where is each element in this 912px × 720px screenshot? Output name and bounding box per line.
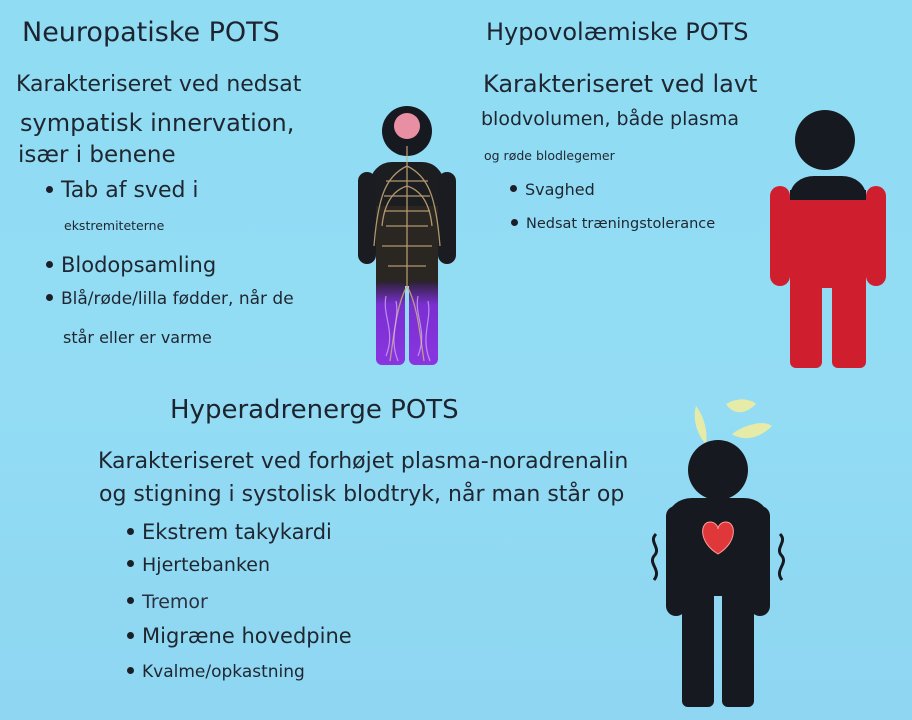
- hypovolemic-bullet-2: Nedsat træningstolerance: [511, 216, 715, 232]
- low-blood-volume-figure: [770, 108, 884, 370]
- neuropathic-desc-line-2: sympatisk innervation,: [20, 109, 295, 137]
- tremor-heart-figure: [648, 396, 794, 712]
- hyperadrenergic-heading: Hyperadrenerge POTS: [170, 395, 459, 425]
- hyperadrenergic-bullet-5: Kvalme/opkastning: [127, 662, 305, 682]
- neuropathic-bullet-3-cont: står eller er varme: [63, 328, 212, 347]
- bullet-dot: [510, 185, 517, 192]
- bullet-dot: [46, 294, 53, 301]
- hypovolemic-heading: Hypovolæmiske POTS: [486, 18, 749, 46]
- neuropathic-bullet-2: Blodopsamling: [46, 253, 216, 277]
- hyperadrenergic-bullet-3: Tremor: [127, 591, 208, 613]
- neuropathic-bullet-1: Tab af sved i: [46, 178, 199, 203]
- bullet-dot: [46, 261, 53, 268]
- bullet-dot: [127, 597, 134, 604]
- neuropathic-desc-line-3: især i benene: [18, 142, 176, 168]
- hyperadrenergic-desc-line-1: Karakteriseret ved forhøjet plasma-noradrenalin: [98, 449, 629, 474]
- hyperadrenergic-bullet-4: Migræne hovedpine: [127, 624, 352, 648]
- hyperadrenergic-bullet-1: Ekstrem takykardi: [127, 520, 332, 544]
- bullet-dot: [511, 219, 518, 226]
- hypovolemic-desc-line-2: blodvolumen, både plasma: [481, 108, 740, 130]
- hypovolemic-bullet-1: Svaghed: [510, 180, 595, 199]
- neuropathic-bullet-3: Blå/røde/lilla fødder, når de: [46, 289, 294, 309]
- neuropathic-desc-line-1: Karakteriseret ved nedsat: [16, 72, 302, 97]
- hyperadrenergic-desc-line-2: og stigning i systolisk blodtryk, når man står op: [99, 482, 625, 507]
- glow-rays-icon: [695, 399, 772, 444]
- bullet-dot: [46, 186, 53, 193]
- hypovolemic-desc-line-3: og røde blodlegemer: [484, 148, 615, 163]
- neuropathic-bullet-1-cont: ekstremiteterne: [64, 218, 165, 233]
- bullet-dot: [127, 528, 134, 535]
- bullet-dot: [127, 667, 134, 674]
- nerve-body-figure: [356, 106, 458, 368]
- bullet-dot: [127, 632, 134, 639]
- bullet-dot: [127, 560, 134, 567]
- neuropathic-heading: Neuropatiske POTS: [22, 17, 280, 48]
- hyperadrenergic-bullet-2: Hjertebanken: [127, 554, 270, 576]
- hypovolemic-desc-line-1: Karakteriseret ved lavt: [483, 70, 758, 98]
